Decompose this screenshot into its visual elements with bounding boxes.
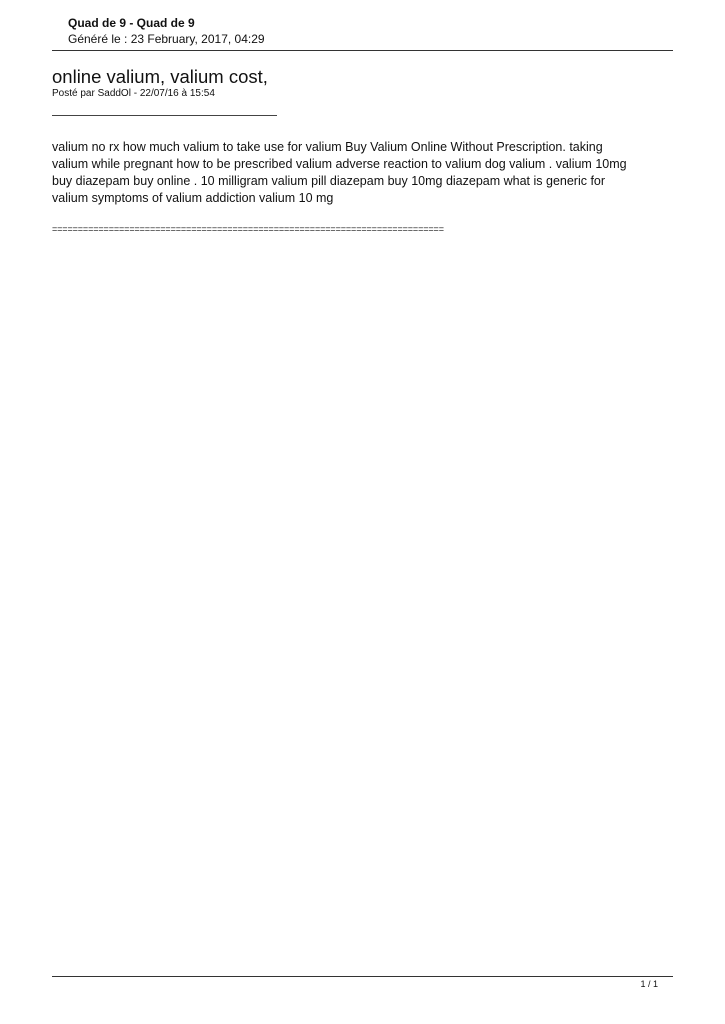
site-title: Quad de 9 - Quad de 9 <box>68 16 195 30</box>
title-underline <box>52 115 277 116</box>
header-divider <box>52 50 673 51</box>
footer-divider <box>52 976 673 977</box>
post-body: valium no rx how much valium to take use for valium Buy Valium Online Without Prescription. taking valium while pregnant how to be prescribed valium adverse reaction to valium dog valium . valium 10mg buy diazepam buy online . 10 milligram valium pill diazepam buy 10mg diazepam what is generic for valium symptoms of valium addiction valium 10 mg <box>52 140 627 205</box>
page-number: 1 / 1 <box>640 979 658 989</box>
post-separator: ============================================================================ <box>52 224 444 234</box>
generated-date: Généré le : 23 February, 2017, 04:29 <box>68 32 265 46</box>
post-meta: Posté par SaddOl - 22/07/16 à 15:54 <box>52 88 215 99</box>
post-title: online valium, valium cost, <box>52 66 268 87</box>
